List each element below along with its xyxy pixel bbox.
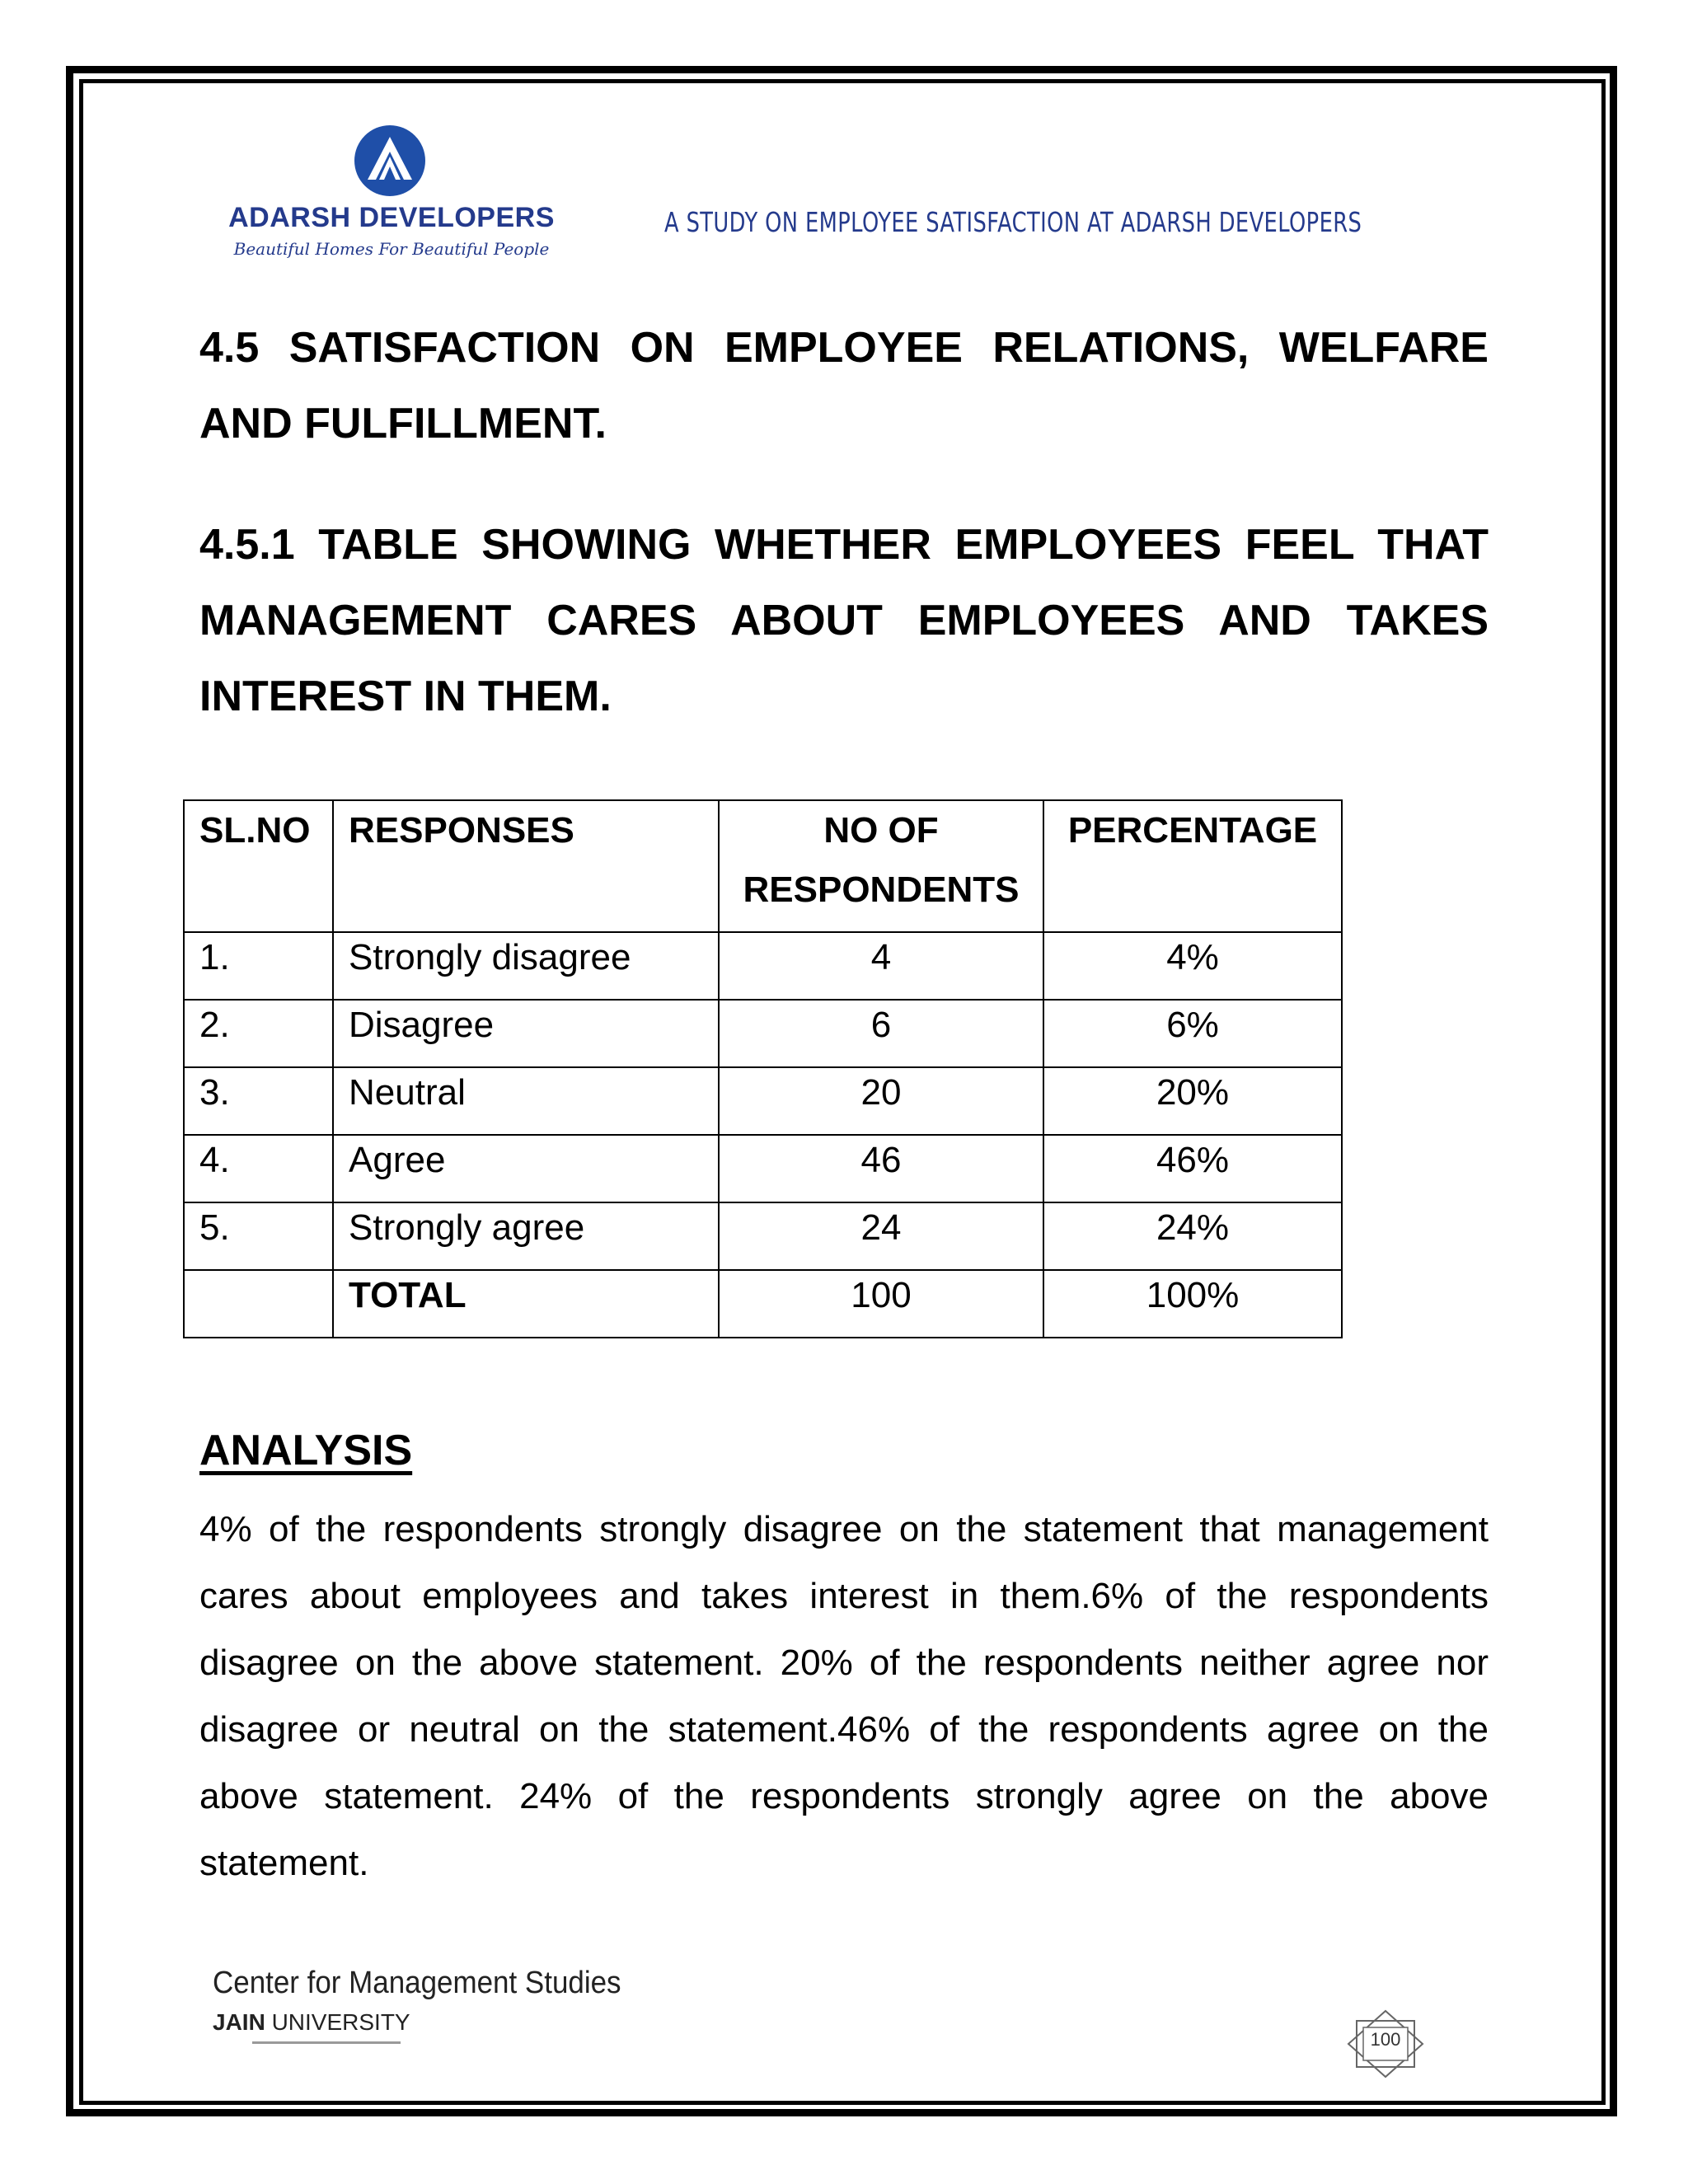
footer-center-name: Center for Management Studies xyxy=(213,1966,621,2000)
company-logo xyxy=(223,120,560,268)
cell-count: 6 xyxy=(719,1000,1043,1067)
footer-fine-print xyxy=(252,2041,401,2046)
table-heading: 4.5.1 TABLE SHOWING WHETHER EMPLOYEES FEEL THAT MANAGEMENT CARES ABOUT EMPLOYEES AND TAKES INTEREST IN THEM. xyxy=(199,521,1489,720)
brand-name: ADARSH DEVELOPERS xyxy=(228,202,555,233)
table-row xyxy=(184,1135,1342,1202)
cell-percent: 4% xyxy=(1043,932,1342,1000)
footer-university-rest: UNIVERSITY xyxy=(271,2009,410,2035)
table-row xyxy=(184,1000,1342,1067)
analysis-paragraph: 4% of the respondents strongly disagree on the statement that management cares about employees and takes interest in them.6% of the respondents disagree on the above statement. 20% of the respondents neither agree nor disagree or neutral on the statement.46% of the respondents agree on the above statement. 24% of the respondents strongly agree on the above statement. xyxy=(199,1509,1489,1883)
cell-response: Strongly disagree xyxy=(333,932,719,1000)
cell-sl-empty xyxy=(184,1270,333,1338)
cell-sl: 1. xyxy=(184,932,333,1000)
total-count: 100 xyxy=(719,1270,1043,1338)
cell-sl: 3. xyxy=(184,1067,333,1135)
cell-sl: 4. xyxy=(184,1135,333,1202)
table-total-row xyxy=(184,1270,1342,1338)
header-responses: RESPONSES xyxy=(333,800,719,932)
table-header-row xyxy=(184,800,1342,932)
cell-count: 24 xyxy=(719,1202,1043,1270)
page-number: 100 xyxy=(1370,2029,1401,2050)
table-row xyxy=(184,1202,1342,1270)
cell-response: Disagree xyxy=(333,1000,719,1067)
cell-percent: 24% xyxy=(1043,1202,1342,1270)
cell-count: 20 xyxy=(719,1067,1043,1135)
study-title: A STUDY ON EMPLOYEE SATISFACTION AT ADARSH DEVELOPERS xyxy=(664,206,1362,238)
header-sl-no: SL.NO xyxy=(184,800,333,932)
table-row xyxy=(184,932,1342,1000)
total-label: TOTAL xyxy=(333,1270,719,1338)
cell-response: Neutral xyxy=(333,1067,719,1135)
cell-sl: 2. xyxy=(184,1000,333,1067)
responses-table xyxy=(183,799,1343,1338)
section-heading: 4.5 SATISFACTION ON EMPLOYEE RELATIONS, WELFARE AND FULFILLMENT. xyxy=(199,324,1489,448)
cell-percent: 46% xyxy=(1043,1135,1342,1202)
total-percent: 100% xyxy=(1043,1270,1342,1338)
cell-response: Strongly agree xyxy=(333,1202,719,1270)
analysis-title: ANALYSIS xyxy=(199,1427,413,1474)
cell-percent: 6% xyxy=(1043,1000,1342,1067)
cell-percent: 20% xyxy=(1043,1067,1342,1135)
cell-count: 46 xyxy=(719,1135,1043,1202)
header-percentage: PERCENTAGE xyxy=(1043,800,1342,932)
footer-university-bold: JAIN xyxy=(213,2009,265,2035)
footer-university xyxy=(213,2009,410,2036)
cell-response: Agree xyxy=(333,1135,719,1202)
adarsh-logo-icon xyxy=(353,124,427,198)
header-no-of-respondents: NO OF RESPONDENTS xyxy=(719,800,1043,932)
cell-sl: 5. xyxy=(184,1202,333,1270)
cell-count: 4 xyxy=(719,932,1043,1000)
table-row xyxy=(184,1067,1342,1135)
brand-tagline: Beautiful Homes For Beautiful People xyxy=(233,239,550,259)
